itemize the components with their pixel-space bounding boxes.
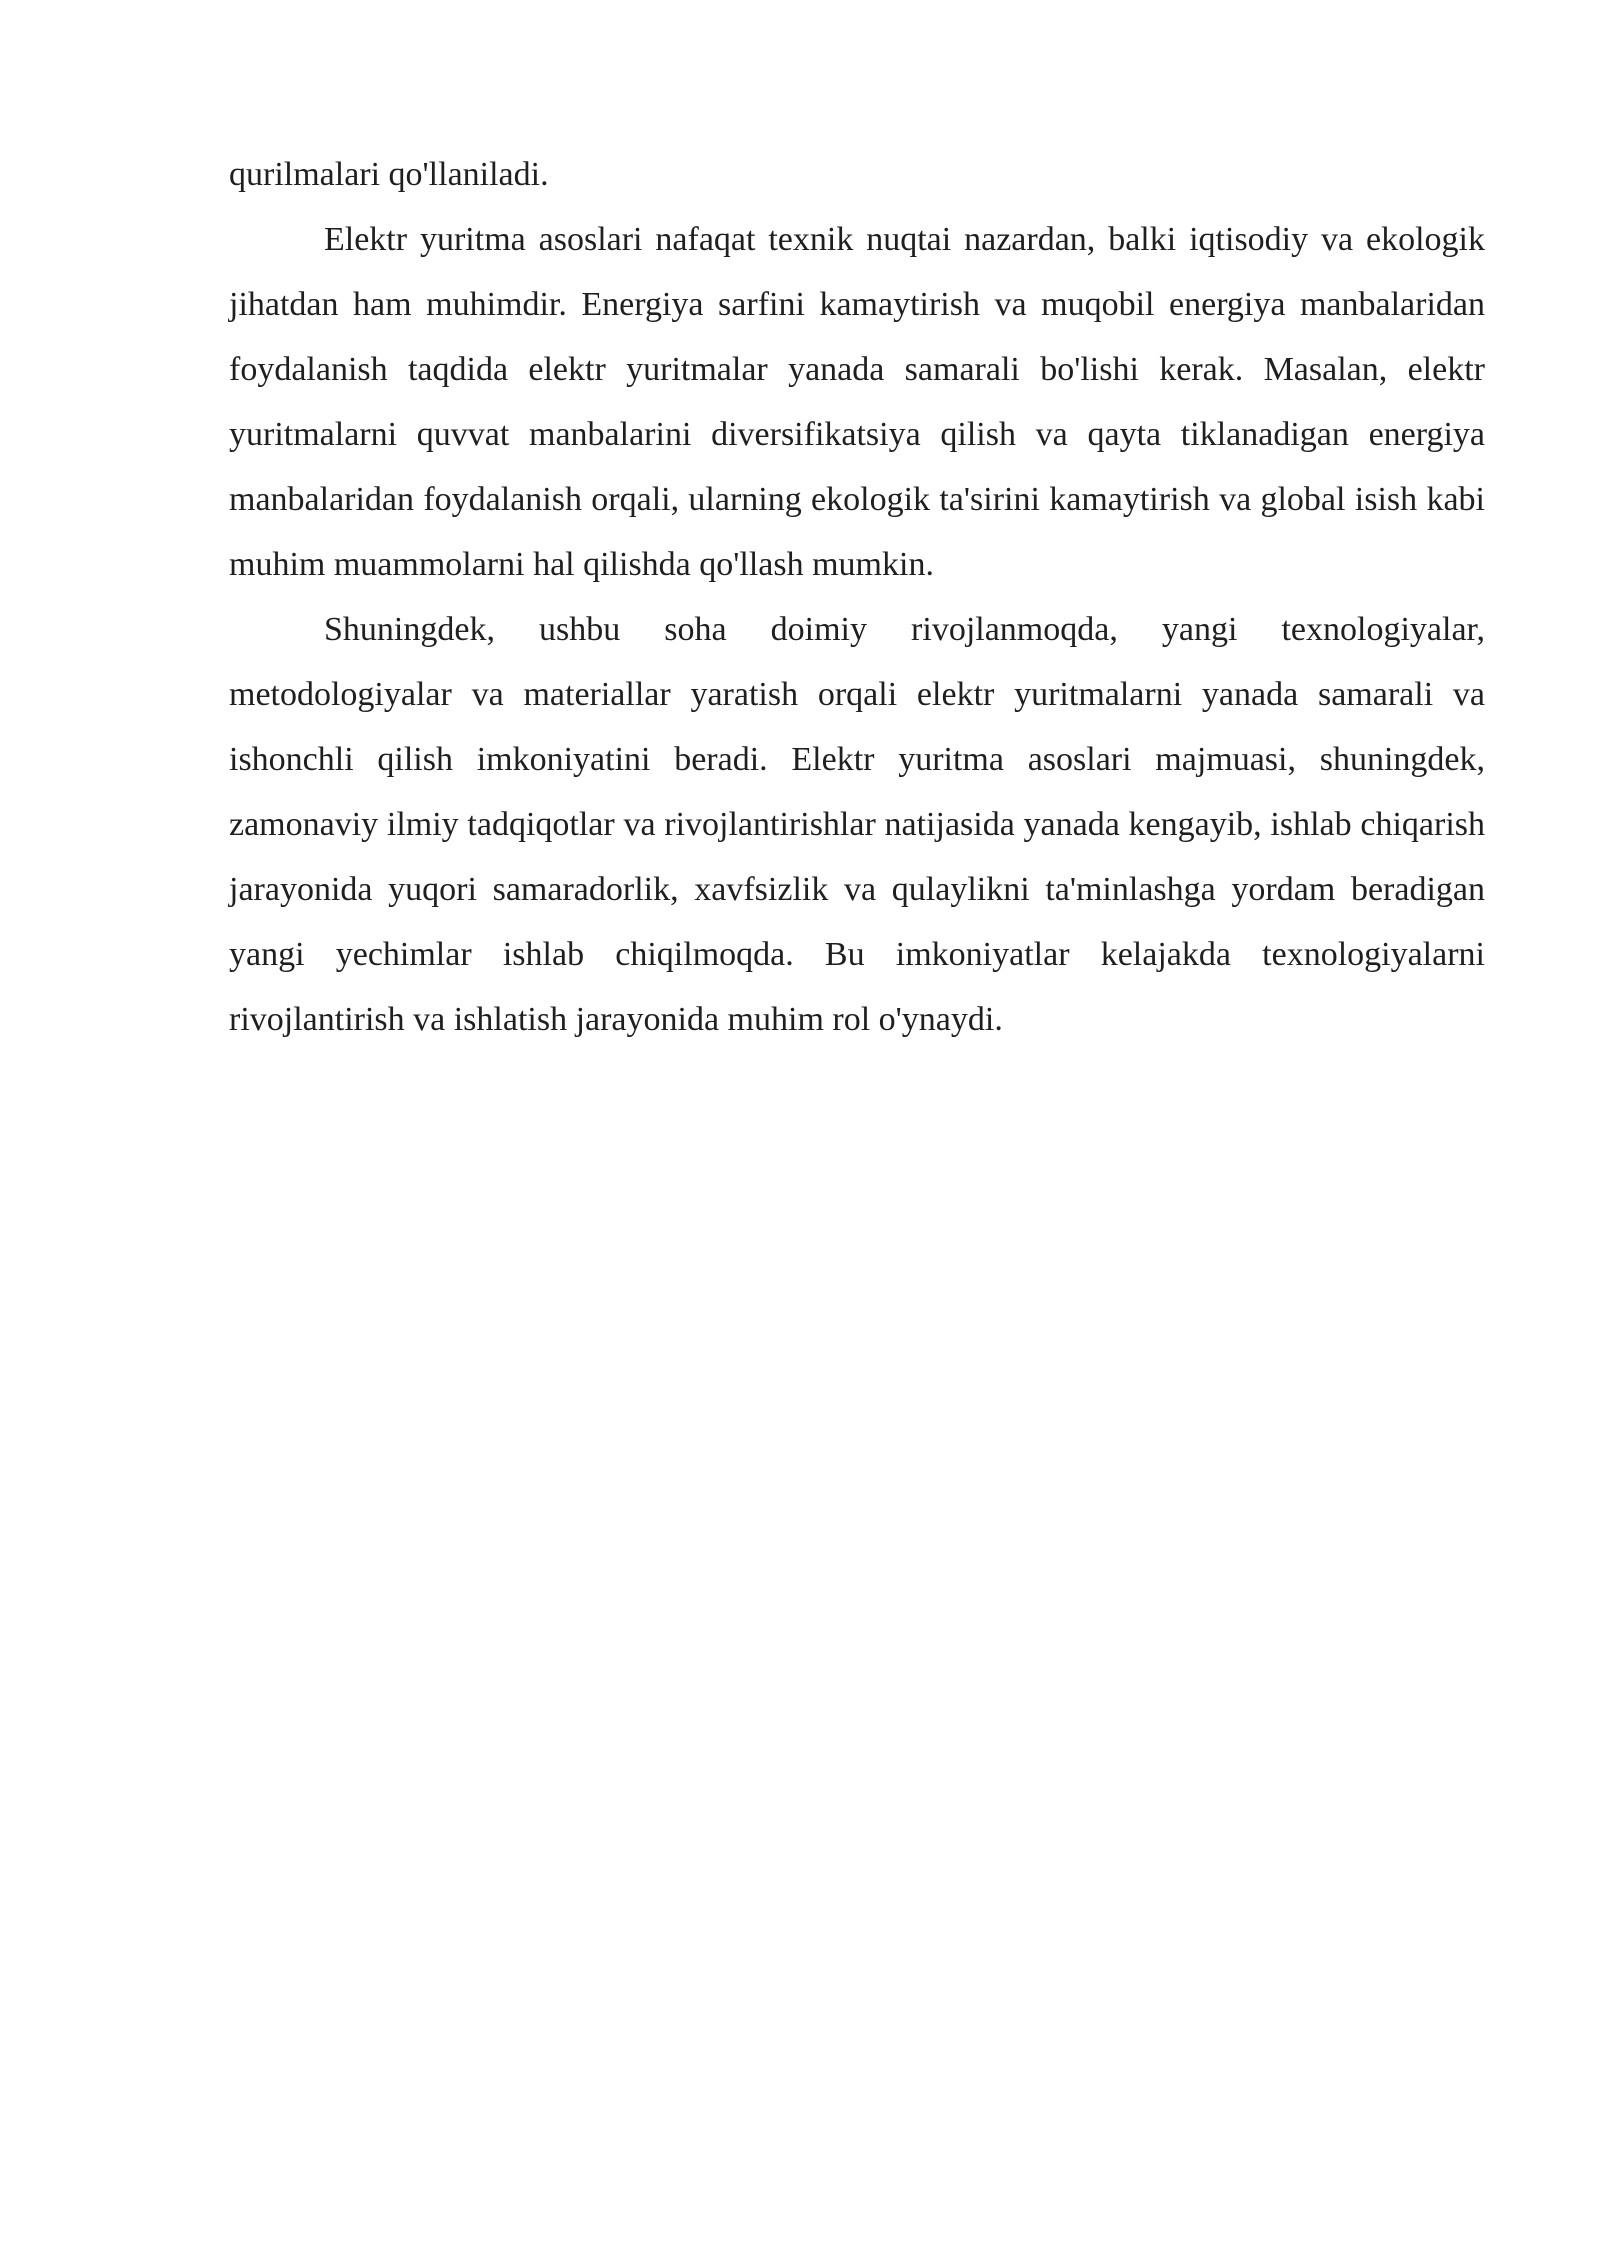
paragraph-development: Shuningdek, ushbu soha doimiy rivojlanmoqda, yangi texnologiyalar, metodologiyalar va materiallar yaratish orqali elektr yuritmalarni yanada samarali va ishonchli qilish imkoniyatini beradi. Elektr yuritma asoslari majmuasi, shuningdek, zamonaviy ilmiy tadqiqotlar va rivojlantirishlar natijasida yanada kengayib, ishlab chiqarish jarayonida yuqori samaradorlik, xavfsizlik va qulaylikni ta'minlashga yordam beradigan yangi yechimlar ishlab chiqilmoqda. Bu imkoniyatlar kelajakda texnologiyalarni rivojlantirish va ishlatish jarayonida muhim rol o'ynaydi. (229, 611, 1485, 1038)
body-text (229, 142, 1485, 1052)
paragraph-continuation: qurilmalari qo'llaniladi. (229, 156, 549, 193)
paragraph-economic-ecological: Elektr yuritma asoslari nafaqat texnik nuqtai nazardan, balki iqtisodiy va ekologik jihatdan ham muhimdir. Energiya sarfini kamaytirish va muqobil energiya manbalaridan foydalanish taqdida elektr yuritmalar yanada samarali bo'lishi kerak. Masalan, elektr yuritmalarni quvvat manbalarini diversifikatsiya qilish va qayta tiklanadigan energiya manbalaridan foydalanish orqali, ularning ekologik ta'sirini kamaytirish va global isish kabi muhim muammolarni hal qilishda qo'llash mumkin. (229, 221, 1485, 583)
